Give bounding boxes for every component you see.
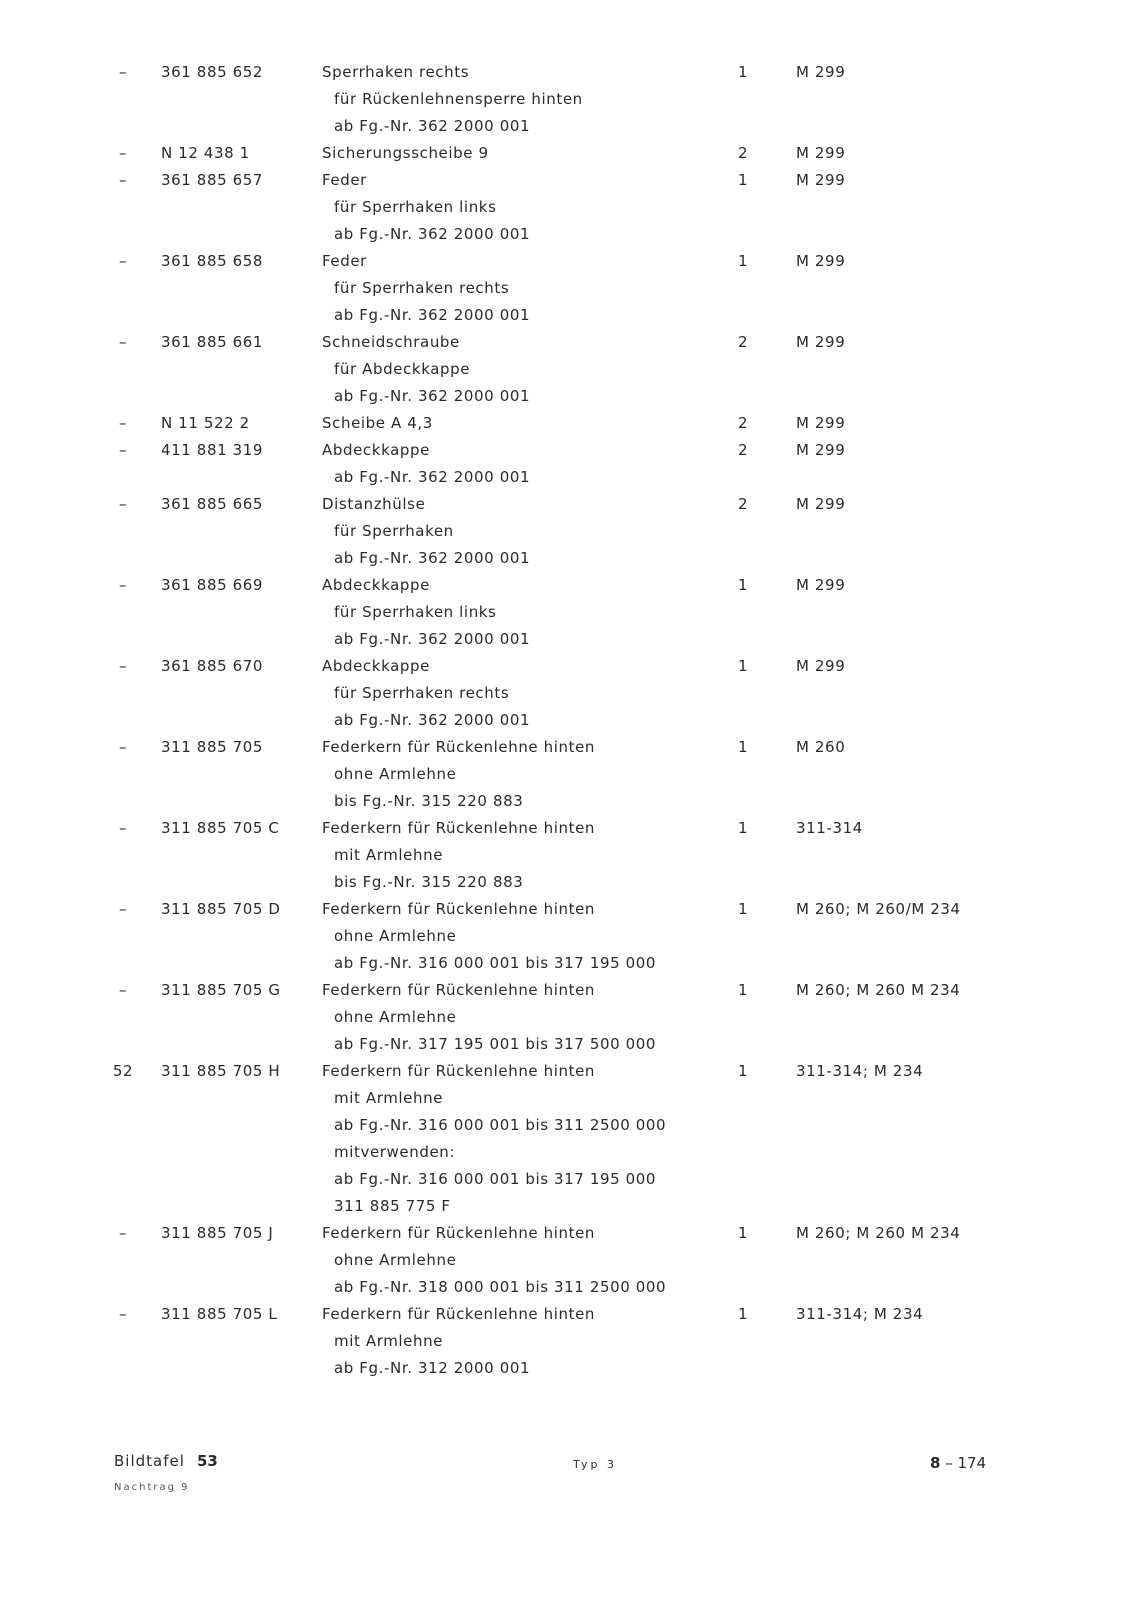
figure-number: – bbox=[118, 171, 128, 189]
model-code: 311-314 bbox=[796, 819, 863, 837]
part-description-detail: ab Fg.-Nr. 316 000 001 bis 311 2500 000 bbox=[334, 1116, 667, 1134]
parts-entry bbox=[0, 167, 1134, 248]
part-description: Federkern für Rückenlehne hinten bbox=[322, 1062, 596, 1080]
part-description: Feder bbox=[322, 252, 367, 270]
entry-main-line bbox=[0, 896, 1134, 923]
part-number: N 11 522 2 bbox=[161, 414, 250, 432]
model-code: M 299 bbox=[796, 414, 846, 432]
model-code: M 299 bbox=[796, 333, 846, 351]
part-number: 361 885 669 bbox=[161, 576, 264, 594]
quantity: 1 bbox=[738, 1224, 749, 1242]
figure-number: – bbox=[118, 441, 128, 459]
quantity: 2 bbox=[738, 333, 749, 351]
part-description-detail: für Rückenlehnensperre hinten bbox=[334, 90, 583, 108]
parts-entry bbox=[0, 1058, 1134, 1220]
quantity: 1 bbox=[738, 900, 749, 918]
entry-main-line bbox=[0, 59, 1134, 86]
entry-main-line bbox=[0, 977, 1134, 1004]
part-description: Federkern für Rückenlehne hinten bbox=[322, 738, 596, 756]
entry-main-line bbox=[0, 1220, 1134, 1247]
typ-label: Typ 3 bbox=[573, 1458, 617, 1471]
part-description-detail: ab Fg.-Nr. 362 2000 001 bbox=[334, 387, 531, 405]
part-description-detail: ohne Armlehne bbox=[334, 927, 457, 945]
entry-sub-line bbox=[0, 1274, 1134, 1301]
quantity: 1 bbox=[738, 657, 749, 675]
parts-entry bbox=[0, 491, 1134, 572]
part-description: Federkern für Rückenlehne hinten bbox=[322, 1224, 596, 1242]
quantity: 1 bbox=[738, 63, 749, 81]
page-number bbox=[930, 1454, 986, 1472]
part-description: Federkern für Rückenlehne hinten bbox=[322, 819, 596, 837]
entry-sub-line bbox=[0, 950, 1134, 977]
model-code: M 299 bbox=[796, 171, 846, 189]
part-description: Schneidschraube bbox=[322, 333, 460, 351]
entry-sub-line bbox=[0, 1139, 1134, 1166]
part-description: Abdeckkappe bbox=[322, 441, 430, 459]
part-number: 311 885 705 bbox=[161, 738, 264, 756]
part-description-detail: bis Fg.-Nr. 315 220 883 bbox=[334, 792, 524, 810]
part-description: Sperrhaken rechts bbox=[322, 63, 470, 81]
parts-entry bbox=[0, 248, 1134, 329]
figure-number: – bbox=[118, 495, 128, 513]
entry-sub-line bbox=[0, 1328, 1134, 1355]
part-number: 361 885 658 bbox=[161, 252, 264, 270]
part-description: Distanzhülse bbox=[322, 495, 426, 513]
part-description-detail: ab Fg.-Nr. 316 000 001 bis 317 195 000 bbox=[334, 954, 657, 972]
part-description: Abdeckkappe bbox=[322, 657, 430, 675]
quantity: 2 bbox=[738, 414, 749, 432]
part-description-detail: mit Armlehne bbox=[334, 1332, 444, 1350]
part-description: Federkern für Rückenlehne hinten bbox=[322, 1305, 596, 1323]
entry-sub-line bbox=[0, 113, 1134, 140]
part-description-detail: ohne Armlehne bbox=[334, 1251, 457, 1269]
figure-number: – bbox=[118, 981, 128, 999]
entry-sub-line bbox=[0, 464, 1134, 491]
quantity: 1 bbox=[738, 738, 749, 756]
entry-sub-line bbox=[0, 1166, 1134, 1193]
quantity: 2 bbox=[738, 144, 749, 162]
figure-number: – bbox=[118, 1305, 128, 1323]
entry-sub-line bbox=[0, 383, 1134, 410]
part-number: 311 885 705 L bbox=[161, 1305, 278, 1323]
entry-sub-line bbox=[0, 680, 1134, 707]
figure-number: – bbox=[118, 738, 128, 756]
model-code: 311-314; M 234 bbox=[796, 1305, 924, 1323]
entry-main-line bbox=[0, 248, 1134, 275]
part-number: 361 885 665 bbox=[161, 495, 264, 513]
entry-sub-line bbox=[0, 518, 1134, 545]
part-description-detail: ab Fg.-Nr. 362 2000 001 bbox=[334, 225, 531, 243]
model-code: M 299 bbox=[796, 495, 846, 513]
part-description-detail: ab Fg.-Nr. 312 2000 001 bbox=[334, 1359, 531, 1377]
quantity: 1 bbox=[738, 171, 749, 189]
part-number: 311 885 705 G bbox=[161, 981, 281, 999]
entry-sub-line bbox=[0, 221, 1134, 248]
part-number: 311 885 705 D bbox=[161, 900, 281, 918]
part-number: N 12 438 1 bbox=[161, 144, 250, 162]
entry-sub-line bbox=[0, 1004, 1134, 1031]
parts-entry bbox=[0, 977, 1134, 1058]
nachtrag-label: Nachtrag 9 bbox=[114, 1482, 190, 1493]
part-description-detail: ab Fg.-Nr. 317 195 001 bis 317 500 000 bbox=[334, 1035, 657, 1053]
entry-sub-line bbox=[0, 86, 1134, 113]
entry-sub-line bbox=[0, 302, 1134, 329]
entry-main-line bbox=[0, 410, 1134, 437]
model-code: M 299 bbox=[796, 63, 846, 81]
figure-number: – bbox=[118, 819, 128, 837]
parts-entry bbox=[0, 140, 1134, 167]
part-description-detail: für Sperrhaken links bbox=[334, 198, 497, 216]
model-code: M 260; M 260/M 234 bbox=[796, 900, 961, 918]
figure-number: – bbox=[118, 414, 128, 432]
figure-number: – bbox=[118, 63, 128, 81]
figure-number: – bbox=[118, 144, 128, 162]
model-code: M 260; M 260 M 234 bbox=[796, 981, 961, 999]
part-number: 361 885 652 bbox=[161, 63, 264, 81]
part-description-detail: für Sperrhaken bbox=[334, 522, 454, 540]
part-number: 361 885 661 bbox=[161, 333, 264, 351]
figure-number: 52 bbox=[112, 1062, 134, 1080]
parts-entry bbox=[0, 1301, 1134, 1382]
part-description-detail: mitverwenden: bbox=[334, 1143, 456, 1161]
part-description: Feder bbox=[322, 171, 367, 189]
bildtafel-number: 53 bbox=[197, 1452, 218, 1470]
part-description-detail: ab Fg.-Nr. 362 2000 001 bbox=[334, 711, 531, 729]
figure-number: – bbox=[118, 252, 128, 270]
page-section: 8 bbox=[930, 1454, 941, 1472]
part-number: 411 881 319 bbox=[161, 441, 264, 459]
model-code: M 299 bbox=[796, 576, 846, 594]
entry-sub-line bbox=[0, 1031, 1134, 1058]
part-description-detail: ab Fg.-Nr. 362 2000 001 bbox=[334, 306, 531, 324]
entry-main-line bbox=[0, 815, 1134, 842]
quantity: 1 bbox=[738, 819, 749, 837]
figure-number: – bbox=[118, 1224, 128, 1242]
page-footer bbox=[0, 1452, 1134, 1512]
entry-sub-line bbox=[0, 1247, 1134, 1274]
part-description: Federkern für Rückenlehne hinten bbox=[322, 900, 596, 918]
part-number: 361 885 670 bbox=[161, 657, 264, 675]
parts-entry bbox=[0, 1220, 1134, 1301]
part-description: Federkern für Rückenlehne hinten bbox=[322, 981, 596, 999]
part-description-detail: bis Fg.-Nr. 315 220 883 bbox=[334, 873, 524, 891]
figure-number: – bbox=[118, 576, 128, 594]
parts-entry bbox=[0, 653, 1134, 734]
entry-sub-line bbox=[0, 1355, 1134, 1382]
part-description-detail: ohne Armlehne bbox=[334, 1008, 457, 1026]
part-description: Sicherungsscheibe 9 bbox=[322, 144, 489, 162]
parts-entry bbox=[0, 815, 1134, 896]
model-code: M 299 bbox=[796, 441, 846, 459]
entry-sub-line bbox=[0, 194, 1134, 221]
model-code: M 260 bbox=[796, 738, 846, 756]
figure-number: – bbox=[118, 900, 128, 918]
entry-sub-line bbox=[0, 761, 1134, 788]
model-code: 311-314; M 234 bbox=[796, 1062, 924, 1080]
part-description-detail: für Sperrhaken rechts bbox=[334, 279, 510, 297]
entry-main-line bbox=[0, 167, 1134, 194]
part-number: 311 885 705 H bbox=[161, 1062, 281, 1080]
part-number: 361 885 657 bbox=[161, 171, 264, 189]
entry-sub-line bbox=[0, 923, 1134, 950]
part-description-detail: für Sperrhaken rechts bbox=[334, 684, 510, 702]
entry-main-line bbox=[0, 734, 1134, 761]
entry-main-line bbox=[0, 491, 1134, 518]
entry-sub-line bbox=[0, 626, 1134, 653]
entry-main-line bbox=[0, 437, 1134, 464]
part-description-detail: ab Fg.-Nr. 362 2000 001 bbox=[334, 117, 531, 135]
parts-entry bbox=[0, 572, 1134, 653]
model-code: M 260; M 260 M 234 bbox=[796, 1224, 961, 1242]
quantity: 1 bbox=[738, 981, 749, 999]
model-code: M 299 bbox=[796, 252, 846, 270]
entry-main-line bbox=[0, 1058, 1134, 1085]
quantity: 1 bbox=[738, 252, 749, 270]
bildtafel-label: Bildtafel bbox=[114, 1452, 185, 1470]
part-description-detail: mit Armlehne bbox=[334, 846, 444, 864]
figure-number: – bbox=[118, 333, 128, 351]
quantity: 1 bbox=[738, 576, 749, 594]
quantity: 2 bbox=[738, 441, 749, 459]
entry-sub-line bbox=[0, 599, 1134, 626]
quantity: 1 bbox=[738, 1062, 749, 1080]
figure-number: – bbox=[118, 657, 128, 675]
part-description: Abdeckkappe bbox=[322, 576, 430, 594]
entry-sub-line bbox=[0, 1193, 1134, 1220]
part-description-detail: für Sperrhaken links bbox=[334, 603, 497, 621]
part-description-detail: für Abdeckkappe bbox=[334, 360, 471, 378]
model-code: M 299 bbox=[796, 144, 846, 162]
parts-entry bbox=[0, 329, 1134, 410]
entry-main-line bbox=[0, 329, 1134, 356]
parts-entry bbox=[0, 896, 1134, 977]
quantity: 1 bbox=[738, 1305, 749, 1323]
entry-main-line bbox=[0, 140, 1134, 167]
quantity: 2 bbox=[738, 495, 749, 513]
parts-entry bbox=[0, 410, 1134, 437]
parts-entry bbox=[0, 734, 1134, 815]
page-number-value: 174 bbox=[957, 1454, 987, 1472]
part-number: 311 885 705 J bbox=[161, 1224, 274, 1242]
part-description: Scheibe A 4,3 bbox=[322, 414, 433, 432]
part-description-detail: ab Fg.-Nr. 362 2000 001 bbox=[334, 468, 531, 486]
part-description-detail: mit Armlehne bbox=[334, 1089, 444, 1107]
entry-main-line bbox=[0, 653, 1134, 680]
parts-entry bbox=[0, 59, 1134, 140]
entry-sub-line bbox=[0, 1085, 1134, 1112]
part-description-detail: ab Fg.-Nr. 362 2000 001 bbox=[334, 630, 531, 648]
entry-sub-line bbox=[0, 1112, 1134, 1139]
entry-sub-line bbox=[0, 545, 1134, 572]
entry-sub-line bbox=[0, 788, 1134, 815]
entry-sub-line bbox=[0, 275, 1134, 302]
part-description-detail: ab Fg.-Nr. 316 000 001 bis 317 195 000 bbox=[334, 1170, 657, 1188]
part-description-detail: ab Fg.-Nr. 318 000 001 bis 311 2500 000 bbox=[334, 1278, 667, 1296]
part-description-detail: ohne Armlehne bbox=[334, 765, 457, 783]
model-code: M 299 bbox=[796, 657, 846, 675]
part-description-detail: ab Fg.-Nr. 362 2000 001 bbox=[334, 549, 531, 567]
entry-main-line bbox=[0, 1301, 1134, 1328]
part-number: 311 885 705 C bbox=[161, 819, 280, 837]
entry-main-line bbox=[0, 572, 1134, 599]
entry-sub-line bbox=[0, 842, 1134, 869]
page-separator: – bbox=[940, 1454, 958, 1472]
entry-sub-line bbox=[0, 869, 1134, 896]
entry-sub-line bbox=[0, 356, 1134, 383]
parts-entry bbox=[0, 437, 1134, 491]
part-description-detail: 311 885 775 F bbox=[334, 1197, 451, 1215]
entry-sub-line bbox=[0, 707, 1134, 734]
